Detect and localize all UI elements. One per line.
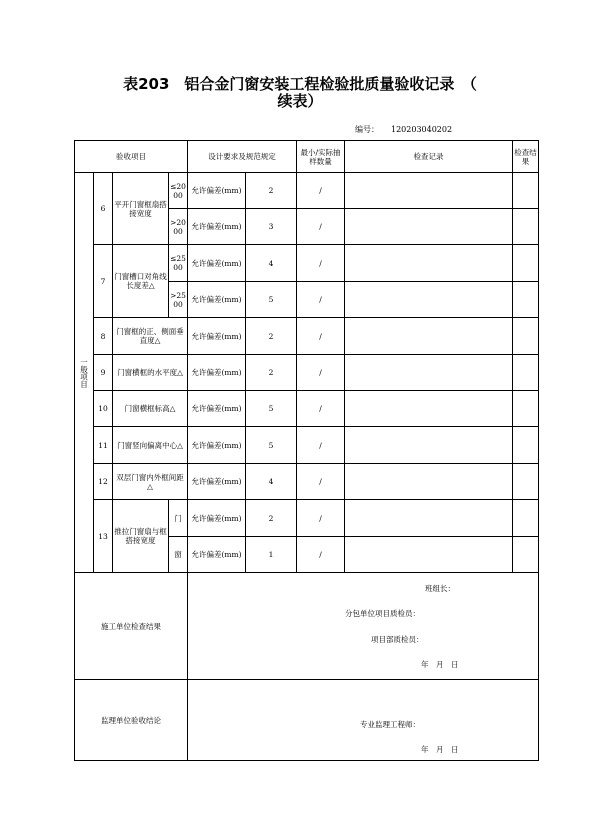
row-number: 10	[94, 391, 113, 427]
row-requirement: 允许偏差(mm)	[188, 245, 246, 282]
header-design: 设计要求及规范规定	[188, 141, 297, 173]
row-value: 5	[246, 282, 297, 318]
row-value: 2	[246, 500, 297, 537]
title-line-1: 表203 铝合金门窗安装工程检验批质量验收记录 （	[123, 75, 477, 93]
row-name: 门窗横框标高△	[113, 391, 188, 427]
row-name: 门窗竖向偏离中心△	[113, 427, 188, 464]
row-sample: /	[297, 209, 345, 245]
row-sub: 门	[169, 500, 188, 537]
row-value: 2	[246, 318, 297, 355]
row-number: 9	[94, 355, 113, 391]
row-record[interactable]	[345, 173, 513, 209]
row-requirement: 允许偏差(mm)	[188, 209, 246, 245]
code-label: 编号：	[355, 125, 379, 134]
row-result[interactable]	[513, 464, 539, 500]
row-name: 推拉门窗扇与框搭接宽度	[113, 500, 169, 573]
header-item: 验收项目	[75, 141, 188, 173]
row-name: 平开门窗框扇搭接宽度	[113, 173, 169, 245]
header-sample: 最小/实际抽样数量	[297, 141, 345, 173]
sub-inspector-label: 分包单位项目质检员：	[345, 609, 420, 618]
row-record[interactable]	[345, 427, 513, 464]
supervision-label: 监理单位验收结论	[75, 680, 188, 761]
row-requirement: 允许偏差(mm)	[188, 318, 246, 355]
row-requirement: 允许偏差(mm)	[188, 282, 246, 318]
supervision-row	[75, 680, 539, 761]
construction-date: 年 月 日	[421, 660, 459, 669]
header-result: 检查结果	[513, 141, 539, 173]
row-number: 6	[94, 173, 113, 245]
row-requirement: 允许偏差(mm)	[188, 391, 246, 427]
row-sub: ≤2500	[169, 245, 188, 282]
row-record[interactable]	[345, 355, 513, 391]
row-record[interactable]	[345, 318, 513, 355]
row-name: 门窗槽口对角线长度差△	[113, 245, 169, 318]
row-number: 11	[94, 427, 113, 464]
row-sub: >2500	[169, 282, 188, 318]
document-title	[60, 76, 540, 110]
row-requirement: 允许偏差(mm)	[188, 537, 246, 573]
row-value: 2	[246, 173, 297, 209]
row-number: 12	[94, 464, 113, 500]
leader-label: 班组长：	[425, 584, 455, 593]
row-record[interactable]	[345, 537, 513, 573]
construction-row	[75, 573, 539, 680]
table-row	[75, 427, 539, 464]
row-result[interactable]	[513, 391, 539, 427]
row-value: 4	[246, 464, 297, 500]
row-requirement: 允许偏差(mm)	[188, 355, 246, 391]
engineer-label: 专业监理工程师：	[360, 720, 420, 729]
row-name: 双层门窗内外框间距△	[113, 464, 188, 500]
row-requirement: 允许偏差(mm)	[188, 464, 246, 500]
row-record[interactable]	[345, 209, 513, 245]
row-result[interactable]	[513, 245, 539, 282]
table-row	[75, 464, 539, 500]
row-requirement: 允许偏差(mm)	[188, 500, 246, 537]
row-record[interactable]	[345, 282, 513, 318]
row-sample: /	[297, 537, 345, 573]
row-record[interactable]	[345, 245, 513, 282]
table-row	[75, 245, 539, 282]
table-row	[75, 500, 539, 537]
row-sample: /	[297, 173, 345, 209]
row-value: 3	[246, 209, 297, 245]
row-record[interactable]	[345, 464, 513, 500]
group-label: 一般项目	[75, 173, 94, 573]
row-sample: /	[297, 427, 345, 464]
table-row	[75, 391, 539, 427]
row-sample: /	[297, 500, 345, 537]
row-value: 5	[246, 391, 297, 427]
row-number: 7	[94, 245, 113, 318]
construction-label: 施工单位检查结果	[75, 573, 188, 680]
row-result[interactable]	[513, 173, 539, 209]
row-sample: /	[297, 464, 345, 500]
document-code	[355, 124, 464, 135]
row-record[interactable]	[345, 391, 513, 427]
row-result[interactable]	[513, 282, 539, 318]
row-sample: /	[297, 318, 345, 355]
row-name: 门窗横框的水平度△	[113, 355, 188, 391]
title-line-2: 续表）	[277, 92, 323, 110]
row-value: 4	[246, 245, 297, 282]
row-value: 5	[246, 427, 297, 464]
row-value: 2	[246, 355, 297, 391]
header-record: 检查记录	[345, 141, 513, 173]
table-row	[75, 173, 539, 209]
row-number: 8	[94, 318, 113, 355]
inspection-table	[74, 140, 539, 761]
row-number: 13	[94, 500, 113, 573]
inspector-label: 项目部质检员：	[371, 635, 424, 644]
row-result[interactable]	[513, 427, 539, 464]
row-sample: /	[297, 245, 345, 282]
header-row	[75, 141, 539, 173]
supervision-signoff[interactable]	[188, 680, 539, 761]
row-sample: /	[297, 391, 345, 427]
table-row	[75, 355, 539, 391]
row-result[interactable]	[513, 355, 539, 391]
row-sub: >2000	[169, 209, 188, 245]
row-requirement: 允许偏差(mm)	[188, 427, 246, 464]
row-sub: 窗	[169, 537, 188, 573]
row-result[interactable]	[513, 500, 539, 537]
row-sample: /	[297, 355, 345, 391]
code-value: 120203040202	[391, 125, 453, 134]
row-sample: /	[297, 282, 345, 318]
row-requirement: 允许偏差(mm)	[188, 173, 246, 209]
table-row	[75, 318, 539, 355]
row-sub: ≤2000	[169, 173, 188, 209]
row-name: 门窗框的正、侧面垂直度△	[113, 318, 188, 355]
construction-signoff[interactable]	[188, 573, 539, 680]
row-result[interactable]	[513, 318, 539, 355]
row-result[interactable]	[513, 209, 539, 245]
row-record[interactable]	[345, 500, 513, 537]
supervision-date: 年 月 日	[421, 745, 459, 754]
row-result[interactable]	[513, 537, 539, 573]
row-value: 1	[246, 537, 297, 573]
